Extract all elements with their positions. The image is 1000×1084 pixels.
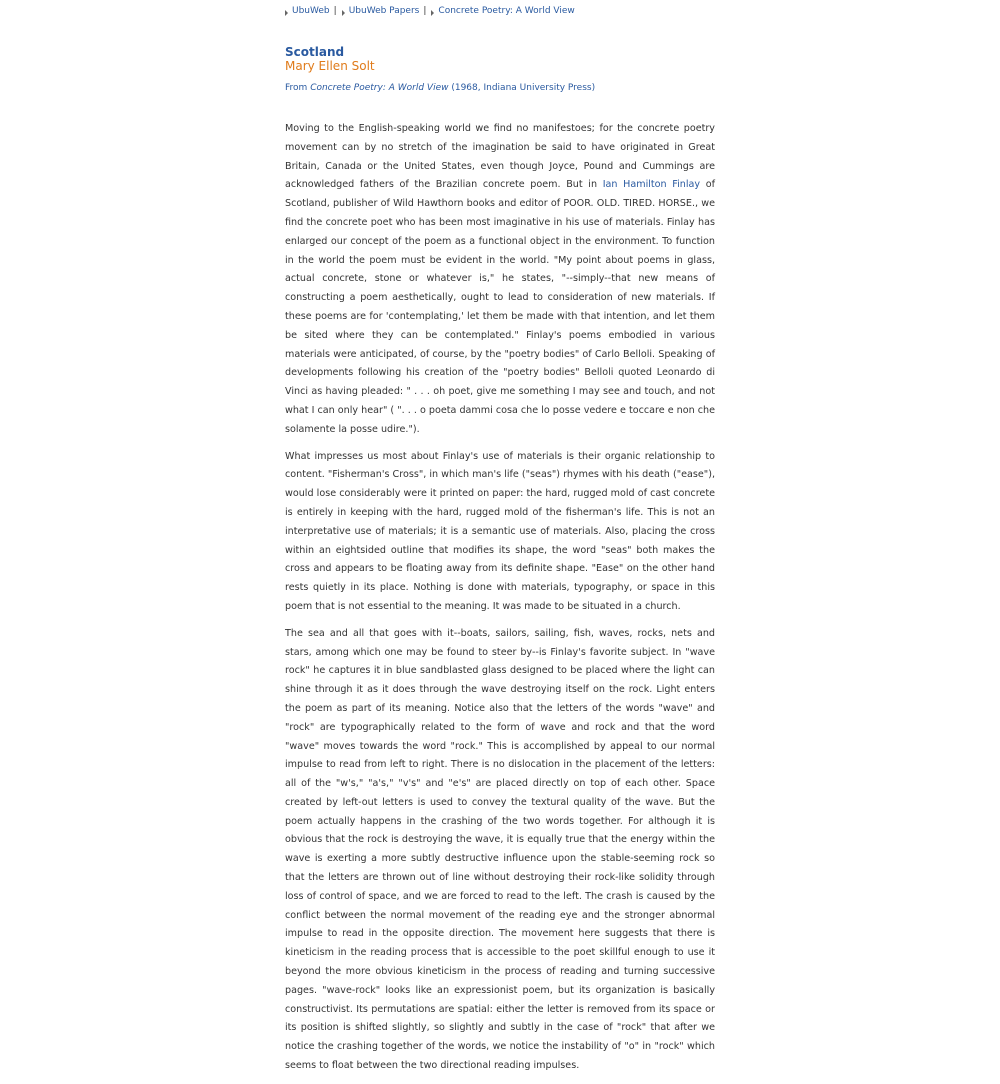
paragraph-3: The sea and all that goes with it--boats, sailors, sailing, fish, waves, rocks, nets and stars, among which one may be found to steer by--is Finlay's favorite subject. In "wave rock" he captures it in blue sandblasted glass designed to be placed where the light can shine through it as it does through the wave destroying itself on the rock. Light enters the poem as part of its meaning. Notice also that the letters of the words "wave" and "rock" are typographically related to the form of wave and rock and that the word "wave" moves towards the word "rock." This is accomplished by appeal to our normal impulse to read from left to right. There is no dislocation in the placement of the letters: all of the "w's," "a's," "v's" and "e's" are placed directly on top of each other. Space created by left-out letters is used to convey the textural quality of the wave. But the poem actually happens in the crashing of the two words together. For although it is obvious that the rock is destroying the wave, it is equally true that the energy within the wave is exerting a more subtly destructive influence upon the stable-seeming rock so that the letters are thrown out of line without destroying their rock-like solidity through loss of control of space, and we are forced to read to the left. The crash is caused by the conflict between the normal movement of the reading eye and the stronger abnormal impulse to read in the opposite direction. The movement here suggests that there is kineticism in the reading process that is accessible to the poet skillful enough to use it beyond the more obvious kineticism in the process of reading and turning successive pages. "wave-rock" looks like an expressionist poem, but its organization is basically constructivist. Its permutations are spatial: either the letter is removed from its space or its position is shifted slightly, so slightly and subtly in the case of "rock" that after we notice the crashing together of the words, we notice the instability of "o" in "rock" which seems to float between the two directional reading impulses. bbox=[285, 627, 715, 1072]
p1-text-before-link: Moving to the English-speaking world we find no manifestoes; for the concrete poetry movement can by no stretch of the imagination be said to have originated in Great Britain, Canada or the United States, even though Joyce, Pound and Cummings are acknowledged fathers of the Brazilian concrete poem. But in bbox=[285, 123, 715, 191]
breadcrumb bbox=[285, 5, 575, 17]
ubuweb-link[interactable]: UbuWeb bbox=[292, 6, 330, 16]
paragraph-2: What impresses us most about Finlay's use of materials is their organic relationship to content. "Fisherman's Cross", in which man's life ("seas") rhymes with his death ("ease"), would lose considerably were it printed on paper: the hard, rugged mold of cast concrete is entirely in keeping with the hard, rugged mold of the fisherman's life. This is not an interpretative use of materials; it is a semantic use of materials. Also, placing the cross within an eightsided outline that modifies its shape, the word "seas" both makes the cross and appears to be floating away from its definite shape. "Ease" on the other hand rests quietly in its place. Nothing is done with materials, typography, or space in this poem that is not essential to the meaning. It was made to be situated in a church. bbox=[285, 450, 715, 612]
breadcrumb-item-papers bbox=[342, 5, 420, 17]
arrow-right-icon bbox=[285, 10, 288, 16]
arrow-right-icon bbox=[431, 10, 434, 16]
p1-text-after-link: of Scotland, publisher of Wild Hawthorn books and editor of POOR. OLD. TIRED. HORSE., we find the concrete poet who has been most imaginative in his use of materials. Finlay has enlarged our concept of the poem as a functional object in the environment. To function in the world the poem must be evident in the world. "My point about poems in glass, actual concrete, stone or whatever is," he states, "--simply--that new means of constructing a poem aesthetically, ought to lead to consideration of new materials. If these poems are for 'contemplating,' let them be made with that intention, and let them be sited where they can be contemplated." Finlay's poems embodied in various materials were anticipated, of course, by the "poetry bodies" of Carlo Belloli. Speaking of developments following his creation of the "poetry bodies" Belloli quoted Leonardo di Vinci as having pleaded: " . . . oh poet, give me something I may see and touch, and not what I can only hear" ( ". . . o poeta dammi cosa che lo posse vedere e toccare e non che solamente la posse udire."). bbox=[285, 179, 715, 435]
breadcrumb-separator: | bbox=[423, 6, 427, 16]
breadcrumb-item-concrete-poetry bbox=[431, 5, 574, 17]
source-citation bbox=[285, 82, 595, 94]
page-title: Scotland bbox=[285, 45, 345, 59]
breadcrumb-separator: | bbox=[333, 6, 337, 16]
arrow-right-icon bbox=[342, 10, 345, 16]
book-title: Concrete Poetry: A World View bbox=[310, 83, 449, 93]
book-title-link[interactable] bbox=[310, 83, 448, 93]
article-body bbox=[285, 120, 715, 1084]
ian-hamilton-finlay-link[interactable]: Ian Hamilton Finlay bbox=[602, 179, 701, 191]
paragraph-1 bbox=[285, 120, 715, 440]
author-name: Mary Ellen Solt bbox=[285, 59, 375, 73]
source-prefix: From bbox=[285, 83, 308, 93]
concrete-poetry-link[interactable]: Concrete Poetry: A World View bbox=[438, 6, 575, 16]
ubuweb-papers-link[interactable]: UbuWeb Papers bbox=[348, 6, 420, 16]
source-details: (1968, Indiana University Press) bbox=[451, 83, 596, 93]
article-header bbox=[285, 45, 375, 73]
breadcrumb-item-ubuweb bbox=[285, 5, 330, 17]
